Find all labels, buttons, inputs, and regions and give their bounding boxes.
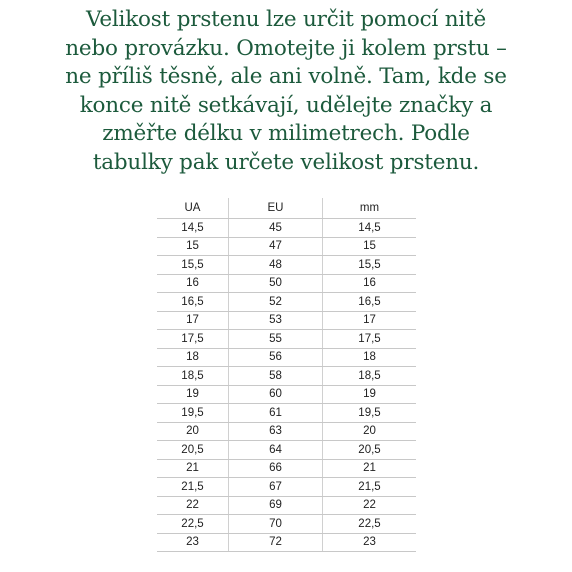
cell-mm: 16 [323,274,417,293]
cell-eu: 64 [229,441,323,460]
instructions-paragraph [0,6,572,178]
cell-mm: 23 [323,533,417,552]
instructions-line: tabulky pak určete velikost prstenu. [92,149,480,175]
instructions-line: změřte délku v milimetrech. Podle [102,121,470,147]
cell-eu: 66 [229,459,323,478]
cell-ua: 20 [157,422,229,441]
cell-ua: 22,5 [157,515,229,534]
instructions-line: Velikost prstenu lze určit pomocí nitě [85,7,487,32]
cell-ua: 18,5 [157,367,229,386]
cell-ua: 17,5 [157,330,229,349]
cell-mm: 22 [323,496,417,515]
cell-eu: 55 [229,330,323,349]
cell-eu: 67 [229,478,323,497]
cell-mm: 22,5 [323,515,417,534]
instructions-line: konce nitě setkávají, udělejte značky a [79,92,493,118]
cell-mm: 20,5 [323,441,417,460]
cell-mm: 17,5 [323,330,417,349]
cell-ua: 19,5 [157,404,229,423]
cell-mm: 16,5 [323,293,417,312]
cell-eu: 56 [229,348,323,367]
table-header [157,198,416,219]
cell-mm: 17 [323,311,417,330]
cell-eu: 72 [229,533,323,552]
table-row [157,533,416,552]
cell-eu: 47 [229,237,323,256]
table-row [157,515,416,534]
cell-eu: 50 [229,274,323,293]
cell-mm: 18 [323,348,417,367]
cell-ua: 18 [157,348,229,367]
table-row [157,367,416,386]
column-header-ua: UA [157,198,229,219]
cell-mm: 19,5 [323,404,417,423]
cell-ua: 16,5 [157,293,229,312]
cell-eu: 53 [229,311,323,330]
table-row [157,293,416,312]
instructions-line: nebo provázku. Omotejte ji kolem prstu – [65,35,507,61]
cell-ua: 20,5 [157,441,229,460]
cell-ua: 16 [157,274,229,293]
table-row [157,404,416,423]
column-header-eu: EU [229,198,323,219]
cell-ua: 14,5 [157,219,229,238]
cell-eu: 52 [229,293,323,312]
cell-mm: 14,5 [323,219,417,238]
cell-ua: 19 [157,385,229,404]
table-row [157,478,416,497]
table-row [157,422,416,441]
table-header-row [157,198,416,219]
ring-size-table [157,198,416,552]
table-row [157,219,416,238]
table-body [157,219,416,552]
table-row [157,330,416,349]
cell-ua: 23 [157,533,229,552]
cell-eu: 61 [229,404,323,423]
table-row [157,274,416,293]
cell-eu: 69 [229,496,323,515]
cell-mm: 15,5 [323,256,417,275]
cell-mm: 21 [323,459,417,478]
cell-eu: 60 [229,385,323,404]
cell-ua: 21 [157,459,229,478]
cell-mm: 19 [323,385,417,404]
cell-ua: 21,5 [157,478,229,497]
table-row [157,459,416,478]
cell-ua: 15 [157,237,229,256]
cell-eu: 70 [229,515,323,534]
cell-mm: 20 [323,422,417,441]
table-row [157,237,416,256]
table-row [157,348,416,367]
cell-mm: 18,5 [323,367,417,386]
cell-eu: 63 [229,422,323,441]
table-row [157,385,416,404]
cell-ua: 15,5 [157,256,229,275]
cell-mm: 15 [323,237,417,256]
cell-eu: 45 [229,219,323,238]
cell-eu: 58 [229,367,323,386]
table-row [157,496,416,515]
table-row [157,441,416,460]
table-row [157,311,416,330]
column-header-mm: mm [323,198,417,219]
cell-mm: 21,5 [323,478,417,497]
cell-eu: 48 [229,256,323,275]
table-row [157,256,416,275]
cell-ua: 17 [157,311,229,330]
instructions-line: ne příliš těsně, ale ani volně. Tam, kde se [65,64,507,90]
cell-ua: 22 [157,496,229,515]
